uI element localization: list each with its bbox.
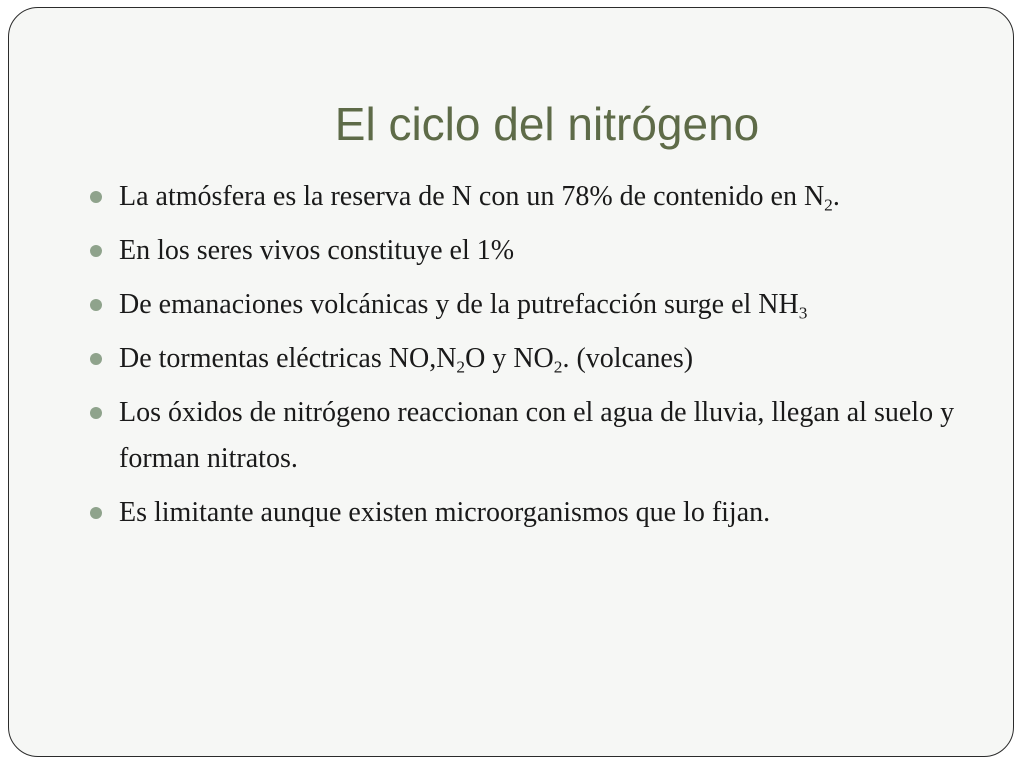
bullet-item (87, 228, 967, 274)
bullet-item (87, 336, 967, 382)
bullet-dot-icon (90, 245, 102, 257)
bullet-item (87, 490, 967, 536)
bullet-text-run: La atmósfera es la reserva de N con un 78% de contenido en N (119, 181, 825, 212)
bullet-text-run: . (832, 181, 840, 212)
subscript: 2 (456, 357, 466, 377)
bullet-dot-icon (90, 507, 102, 519)
bullet-text (119, 497, 770, 528)
subscript: 3 (798, 303, 808, 323)
bullet-text (119, 181, 840, 215)
bullet-text (119, 289, 808, 323)
slide-frame (8, 7, 1014, 757)
bullet-text-run: Es limitante aunque existen microorganismos que lo fijan. (119, 497, 771, 528)
bullet-text-run: En los seres vivos constituye el 1% (119, 235, 515, 266)
bullet-item (87, 282, 967, 328)
bullet-text-run: . (volcanes) (562, 343, 694, 374)
bullet-dot-icon (90, 353, 102, 365)
bullet-text-run: O y NO (465, 343, 554, 374)
slide-title: El ciclo del nitrógeno (334, 98, 760, 150)
bullet-item (87, 390, 967, 482)
bullet-text-run: Los óxidos de nitrógeno reaccionan con el agua de lluvia, llegan al suelo y forman nitratos. (119, 397, 955, 474)
bullet-text (119, 397, 954, 474)
bullet-text-run: De tormentas eléctricas NO,N (119, 343, 457, 374)
bullet-list (87, 174, 967, 544)
bullet-dot-icon (90, 299, 102, 311)
bullet-dot-icon (90, 191, 102, 203)
bullet-dot-icon (90, 407, 102, 419)
bullet-text (119, 343, 694, 377)
subscript: 2 (824, 195, 833, 215)
bullet-item (87, 174, 967, 220)
bullet-text (119, 235, 514, 266)
bullet-text-run: De emanaciones volcánicas y de la putrefacción surge el NH (119, 289, 799, 320)
subscript: 2 (553, 357, 563, 377)
